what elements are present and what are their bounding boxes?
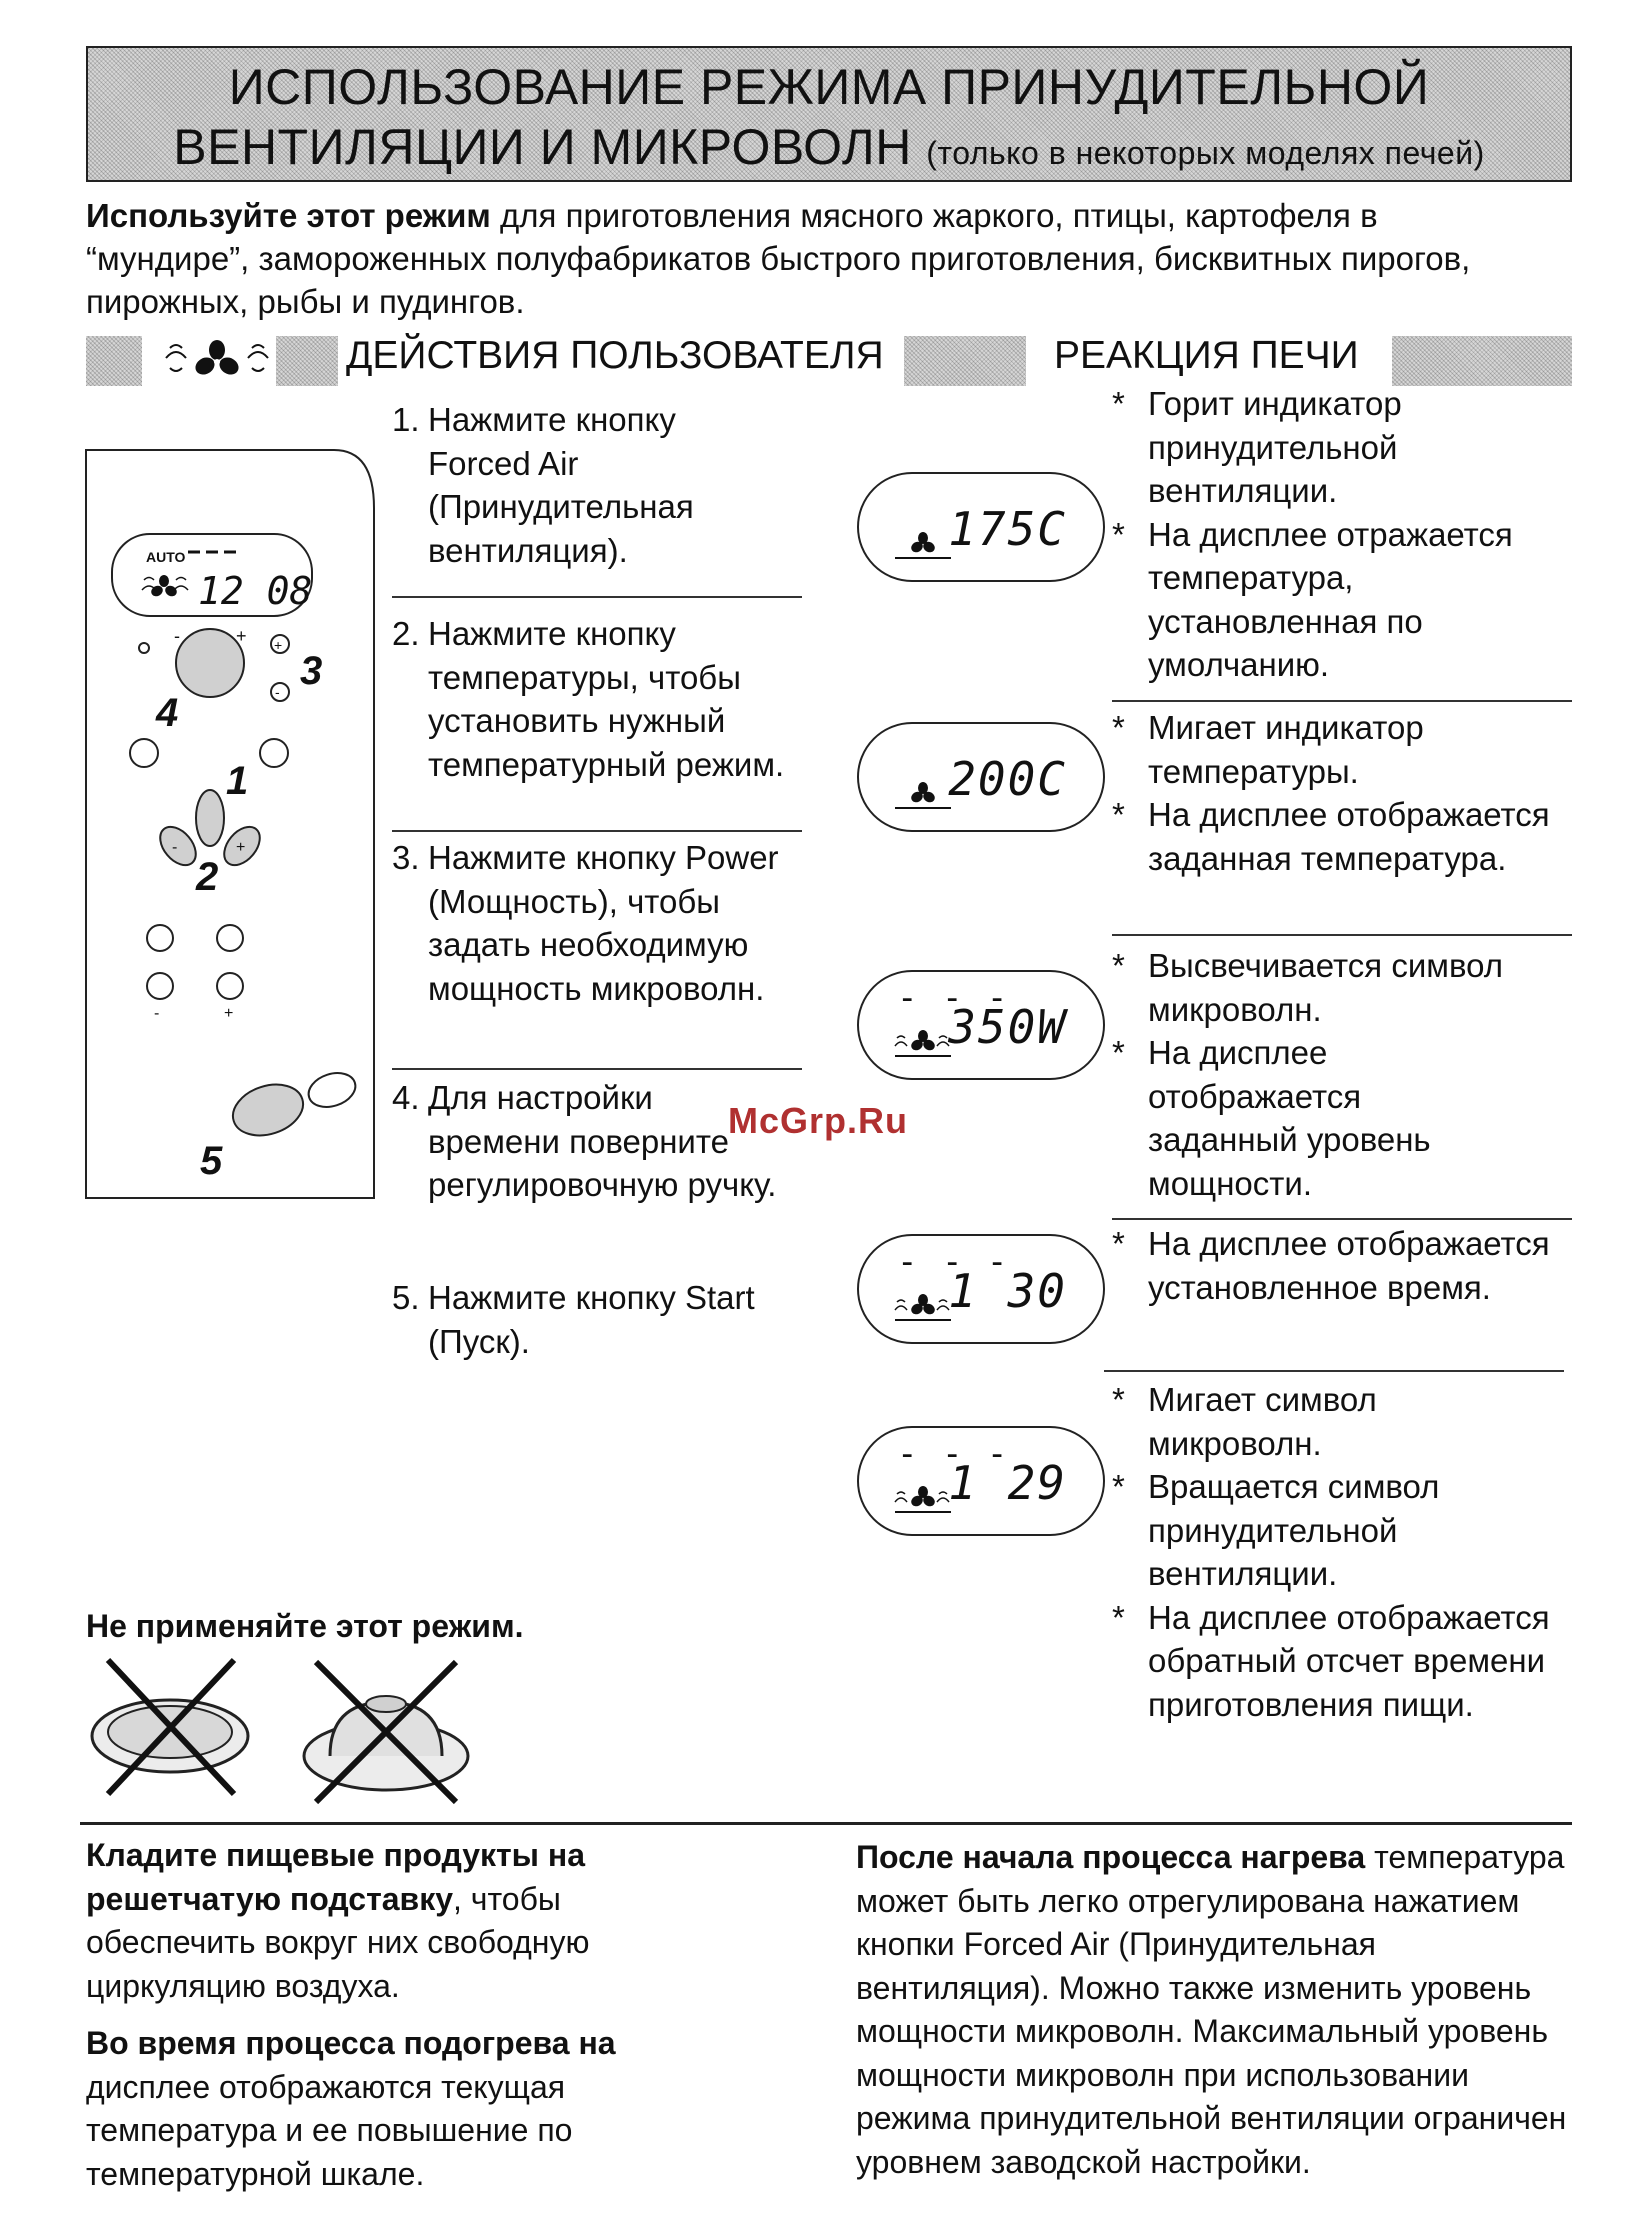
response-text: Мигает индикатор температуры. [1148,709,1424,790]
svg-text:+: + [274,637,283,653]
response-group-1: * Горит индикатор принудительной вентиляции. * На дисплее отражается температура, установленная по умолчанию. [1112,382,1592,687]
step-5: 5. Нажмите кнопку Start (Пуск). [392,1279,755,1360]
panel-auto-label: AUTO [146,549,186,565]
page-title-line1: ИСПОЛЬЗОВАНИЕ РЕЖИМА ПРИНУДИТЕЛЬНОЙ [228,59,1430,115]
display-4 [857,1234,1105,1344]
panel-display-time: 12 08 [198,569,313,613]
display-1-digits: 175C [948,502,1067,556]
display-3 [857,970,1105,1080]
display-5-digits: 1 29 [948,1456,1067,1510]
response-text: На дисплее отображается обратный отсчет времени приготовления пищи. [1148,1598,1550,1723]
section-divider [80,1822,1572,1825]
display-5 [857,1426,1105,1536]
response-text: На дисплее отображается заданный уровень мощности. [1148,1034,1431,1202]
response-text: Мигает символ микроволн. [1148,1381,1377,1462]
step-2: 2. Нажмите кнопку температуры, чтобы установить нужный температурный режим. [392,615,785,783]
divider [392,596,802,598]
divider [1112,934,1572,936]
display-3-dashes: - - - [897,978,1010,1018]
bottom-left-p1: Кладите пищевые продукты на решетчатую подставку, чтобы обеспечить вокруг них свободную циркуляцию воздуха. [86,1837,590,2004]
svg-text:-: - [172,839,178,856]
fan-microwave-header-icon [162,328,272,394]
response-group-3: * Высвечивается символ микроволн. * На дисплее отображается заданный уровень мощности. [1112,944,1592,1205]
header-shade-mid [904,336,1026,386]
control-panel-illustration [84,448,384,1213]
divider [1112,1218,1572,1220]
page-title-line2 [88,118,1570,176]
display-2-digits: 200C [948,752,1067,806]
step-4: 4. Для настройки времени поверните регулировочную ручку. [392,1079,777,1203]
display-3-digits: 350W [948,1000,1067,1054]
response-group-5: * Мигает символ микроволн. * Вращается символ принудительной вентиляции. * На дисплее отображается обратный отсчет времени приготовления пищи. [1112,1378,1592,1726]
fan-microwave-icon [893,1292,953,1324]
step-1: 1. Нажмите кнопку Forced Air (Принудительная вентиляция). [392,401,694,569]
fan-microwave-icon [893,1028,953,1060]
warning-title: Не применяйте этот режим. [86,1608,524,1644]
intro-bold: Используйте этот режим [86,197,491,234]
svg-text:-: - [275,684,280,700]
bottom-left-p2: Во время процесса подогрева на дисплее отображаются текущая температура и ее повышение по температурной шкале. [86,2025,616,2192]
page-title-note: (только в некоторых моделях печей) [926,135,1485,171]
callout-3: 3 [300,649,323,693]
intro-paragraph [86,194,1486,323]
title-banner [86,46,1572,182]
fan-icon [893,780,953,812]
divider [1112,700,1572,702]
response-group-4: * На дисплее отображается установленное время. [1112,1222,1592,1309]
fan-microwave-icon [893,1484,953,1516]
response-text: На дисплее отражается температура, установленная по умолчанию. [1148,515,1513,683]
watermark: McGrp.Ru [728,1100,909,1141]
display-4-digits: 1 30 [948,1264,1067,1318]
header-shade-mid-left [276,336,338,386]
callout-2: 2 [196,855,219,899]
header-shade-left [86,336,142,386]
page-title-line2-main: ВЕНТИЛЯЦИИ И МИКРОВОЛН [173,119,912,175]
callout-5: 5 [200,1139,223,1183]
user-actions-header: ДЕЙСТВИЯ ПОЛЬЗОВАТЕЛЯ [340,334,890,378]
intro-text: для приготовления мясного жаркого, птицы, картофеля в “мундире”, замороженных полуфабрикатов быстрого приготовления, бисквитных пирогов, пирожных, рыбы и пудингов. [86,197,1471,320]
response-text: На дисплее отображается установленное время. [1148,1225,1550,1306]
step-3: 3. Нажмите кнопку Power (Мощность), чтобы задать необходимую мощность микроволн. [392,839,779,1007]
divider [392,830,802,832]
display-1 [857,472,1105,582]
svg-text:+: + [236,626,247,646]
oven-response-header: РЕАКЦИЯ ПЕЧИ [1048,334,1365,378]
crossed-plate-icon [86,1650,256,1805]
svg-text:+: + [236,839,246,856]
callout-4: 4 [156,691,179,735]
fan-icon [893,530,953,562]
response-text: Высвечивается символ микроволн. [1148,947,1503,1028]
response-text: На дисплее отображается заданная температура. [1148,796,1550,877]
response-text: Горит индикатор принудительной вентиляции. [1148,385,1402,509]
callout-1: 1 [226,759,249,803]
divider [392,1068,802,1070]
display-2 [857,722,1105,832]
svg-text:+: + [224,1005,234,1022]
display-5-dashes: - - - [897,1434,1010,1474]
response-text: Вращается символ принудительной вентиляции. [1148,1468,1440,1592]
header-shade-right [1392,336,1572,386]
response-group-2: * Мигает индикатор температуры. * На дисплее отображается заданная температура. [1112,706,1592,880]
crossed-cover-icon [296,1656,476,1811]
bottom-right-paragraph: После начала процесса нагрева температура может быть легко отрегулирована нажатием кнопки Forced Air (Принудительная вентиляция). Можно также изменить уровень мощности микроволн. Максимальный уровень мощности микроволн при использовании режима принудительной вентиляции ограничен уровнем заводской настройки. [856,1839,1567,2180]
svg-text:-: - [154,1005,160,1022]
display-4-dashes: - - - [897,1242,1010,1282]
divider [1104,1370,1564,1372]
svg-text:-: - [174,626,180,646]
